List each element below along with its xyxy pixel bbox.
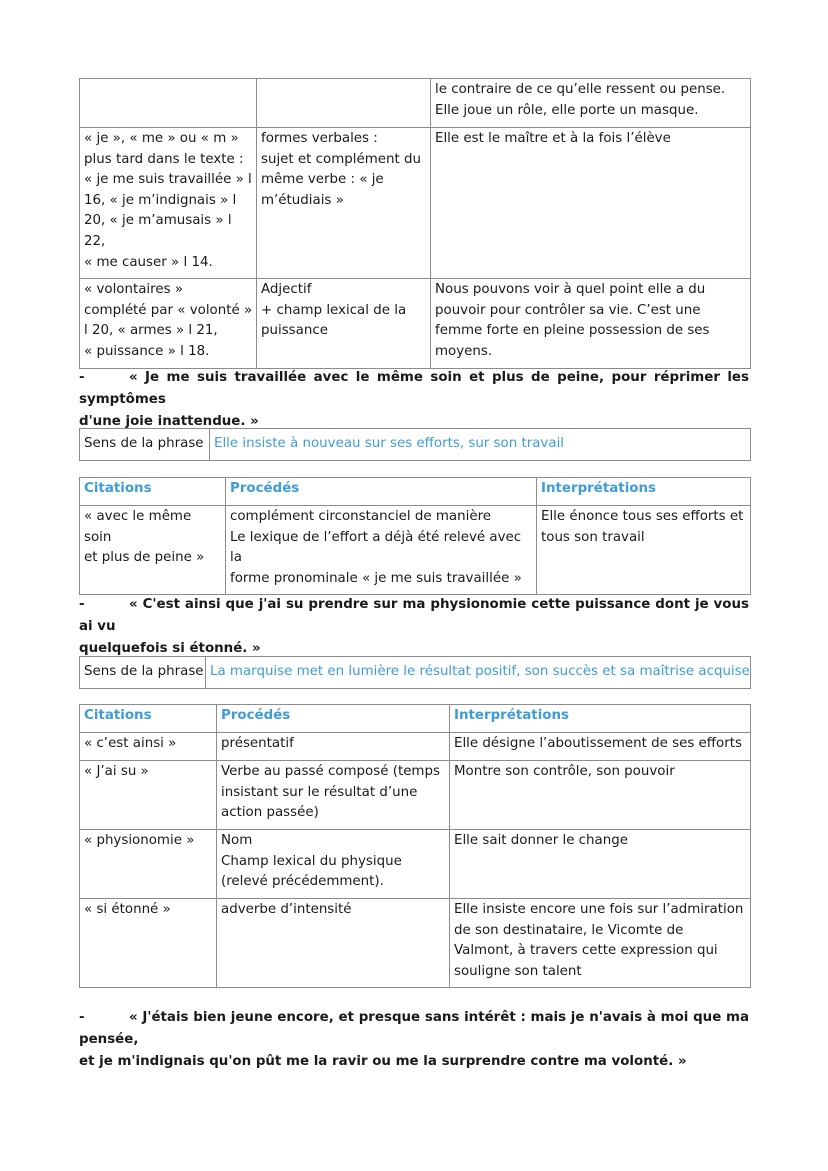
table-row bbox=[80, 899, 751, 988]
cell-line: Elle joue un rôle, elle porte un masque. bbox=[435, 102, 699, 118]
cell-line: Elle insiste encore une fois sur l’admiration bbox=[454, 902, 744, 917]
cell-line: « puissance » l 18. bbox=[84, 343, 210, 359]
citation-cell: « J’ai su » bbox=[80, 761, 217, 830]
cell-line: « avec le même soin bbox=[84, 509, 192, 545]
cell-line: insistant sur le résultat d’une bbox=[221, 784, 418, 800]
header-citations: Citations bbox=[80, 478, 226, 506]
header-citations: Citations bbox=[80, 705, 217, 733]
header-interpretations: Interprétations bbox=[450, 705, 751, 733]
quote-text: « J'étais bien jeune encore, et presque sans intérêt : mais je n'avais à moi que ma pensée, bbox=[79, 1010, 749, 1047]
cell-line: Elle est le maître et à la fois l’élève bbox=[435, 131, 671, 146]
interpretation-cell bbox=[431, 128, 751, 279]
table-row bbox=[80, 128, 751, 279]
citation-cell: « physionomie » bbox=[80, 830, 217, 899]
header-interpretations: Interprétations bbox=[537, 478, 751, 506]
procede-cell: présentatif bbox=[217, 733, 450, 761]
cell-line: complément circonstanciel de manière bbox=[230, 509, 492, 524]
analysis-table-3 bbox=[79, 704, 751, 988]
cell-line: moyens. bbox=[435, 343, 493, 359]
procede-cell: adverbe d’intensité bbox=[217, 899, 450, 988]
cell-line: Le lexique de l’effort a déjà été relevé avec la bbox=[230, 529, 522, 566]
table-row bbox=[80, 761, 751, 830]
cell-line: et plus de peine » bbox=[84, 550, 205, 566]
bullet-dash: - bbox=[79, 1010, 85, 1025]
sens-value: La marquise met en lumière le résultat positif, son succès et sa maîtrise acquise bbox=[206, 657, 751, 689]
analysis-table-1 bbox=[79, 78, 751, 369]
cell-line: formes verbales : bbox=[261, 131, 378, 146]
cell-line: Nous pouvons voir à quel point elle a du bbox=[435, 282, 706, 298]
cell-line: puissance bbox=[261, 323, 328, 339]
interpretation-cell bbox=[537, 506, 751, 595]
table-row bbox=[80, 79, 751, 128]
cell-line: Elle énonce tous ses efforts et bbox=[541, 509, 744, 524]
quote-line bbox=[79, 594, 749, 638]
citation-cell bbox=[80, 279, 257, 368]
cell-line: m’étudiais » bbox=[261, 192, 344, 208]
analysis-table-2 bbox=[79, 477, 751, 595]
citation-cell: « c’est ainsi » bbox=[80, 733, 217, 761]
quote-line: et je m'indignais qu'on pût me la ravir ou me la surprendre contre ma volonté. » bbox=[79, 1054, 687, 1069]
procede-cell bbox=[226, 506, 537, 595]
cell-line: femme forte en pleine possession de ses bbox=[435, 323, 710, 339]
procede-cell bbox=[217, 830, 450, 899]
cell-line: plus tard dans le texte : bbox=[84, 151, 244, 167]
table-header-row bbox=[80, 478, 751, 506]
sens-table-2 bbox=[79, 428, 751, 461]
citation-cell bbox=[80, 506, 226, 595]
quote-text: « C'est ainsi que j'ai su prendre sur ma physionomie cette puissance dont je vous ai vu bbox=[79, 597, 749, 634]
cell-line: pouvoir pour contrôler sa vie. C’est une bbox=[435, 302, 701, 318]
quote-text: « Je me suis travaillée avec le même soin et plus de peine, pour réprimer les symptômes bbox=[79, 370, 749, 407]
sens-value: Elle insiste à nouveau sur ses efforts, sur son travail bbox=[210, 429, 751, 461]
quote-line: quelquefois si étonné. » bbox=[79, 641, 261, 656]
cell-line: 20, « je m’amusais » l 22, bbox=[84, 213, 232, 249]
cell-line: action passée) bbox=[221, 805, 319, 821]
interpretation-cell bbox=[450, 899, 751, 988]
table-row bbox=[80, 830, 751, 899]
sens-table-3 bbox=[79, 656, 751, 689]
table-row bbox=[80, 429, 751, 461]
citation-cell: « si étonné » bbox=[80, 899, 217, 988]
cell-line: le contraire de ce qu’elle ressent ou pense. bbox=[435, 82, 726, 97]
cell-line: Nom bbox=[221, 833, 253, 848]
quote-line bbox=[79, 367, 749, 411]
cell-line: « je », « me » ou « m » bbox=[84, 131, 239, 146]
cell-line: (relevé précédemment). bbox=[221, 874, 384, 890]
header-procedes: Procédés bbox=[226, 478, 537, 506]
quote-line bbox=[79, 1007, 749, 1051]
cell-line: Adjectif bbox=[261, 282, 312, 298]
cell-line: de son destinataire, le Vicomte de bbox=[454, 922, 684, 938]
cell-line: forme pronominale « je me suis travaillée » bbox=[230, 570, 522, 586]
cell-line: 16, « je m’indignais » l bbox=[84, 192, 237, 208]
cell-line: tous son travail bbox=[541, 529, 645, 545]
cell-line: Verbe au passé composé (temps bbox=[221, 764, 440, 779]
procede-cell bbox=[217, 761, 450, 830]
citation-cell bbox=[80, 79, 257, 128]
sens-label: Sens de la phrase bbox=[80, 429, 210, 461]
cell-line: souligne son talent bbox=[454, 963, 582, 979]
table-row bbox=[80, 506, 751, 595]
quote-3 bbox=[79, 594, 749, 660]
cell-line: + champ lexical de la bbox=[261, 302, 407, 318]
interpretation-cell bbox=[431, 279, 751, 368]
cell-line: même verbe : « je bbox=[261, 172, 384, 188]
cell-line: complété par « volonté » bbox=[84, 302, 253, 318]
quote-4 bbox=[79, 1007, 749, 1073]
table-row bbox=[80, 733, 751, 761]
table-header-row bbox=[80, 705, 751, 733]
table-row bbox=[80, 279, 751, 368]
interpretation-cell bbox=[431, 79, 751, 128]
quote-line: d'une joie inattendue. » bbox=[79, 414, 259, 429]
quote-2 bbox=[79, 367, 749, 433]
table-row bbox=[80, 657, 751, 689]
interpretation-cell: Elle sait donner le change bbox=[450, 830, 751, 899]
procede-cell bbox=[257, 128, 431, 279]
sens-label: Sens de la phrase bbox=[80, 657, 206, 689]
procede-cell bbox=[257, 279, 431, 368]
cell-line: Champ lexical du physique bbox=[221, 853, 402, 869]
cell-line: « je me suis travaillée » l bbox=[84, 172, 252, 188]
interpretation-cell: Montre son contrôle, son pouvoir bbox=[450, 761, 751, 830]
cell-line: « me causer » l 14. bbox=[84, 254, 213, 270]
cell-line: sujet et complément du bbox=[261, 151, 421, 167]
cell-line: l 20, « armes » l 21, bbox=[84, 323, 218, 339]
cell-line: Valmont, à travers cette expression qui bbox=[454, 943, 718, 959]
citation-cell bbox=[80, 128, 257, 279]
cell-line: « volontaires » bbox=[84, 282, 184, 298]
bullet-dash: - bbox=[79, 370, 85, 385]
bullet-dash: - bbox=[79, 597, 85, 612]
header-procedes: Procédés bbox=[217, 705, 450, 733]
interpretation-cell: Elle désigne l’aboutissement de ses efforts bbox=[450, 733, 751, 761]
procede-cell bbox=[257, 79, 431, 128]
